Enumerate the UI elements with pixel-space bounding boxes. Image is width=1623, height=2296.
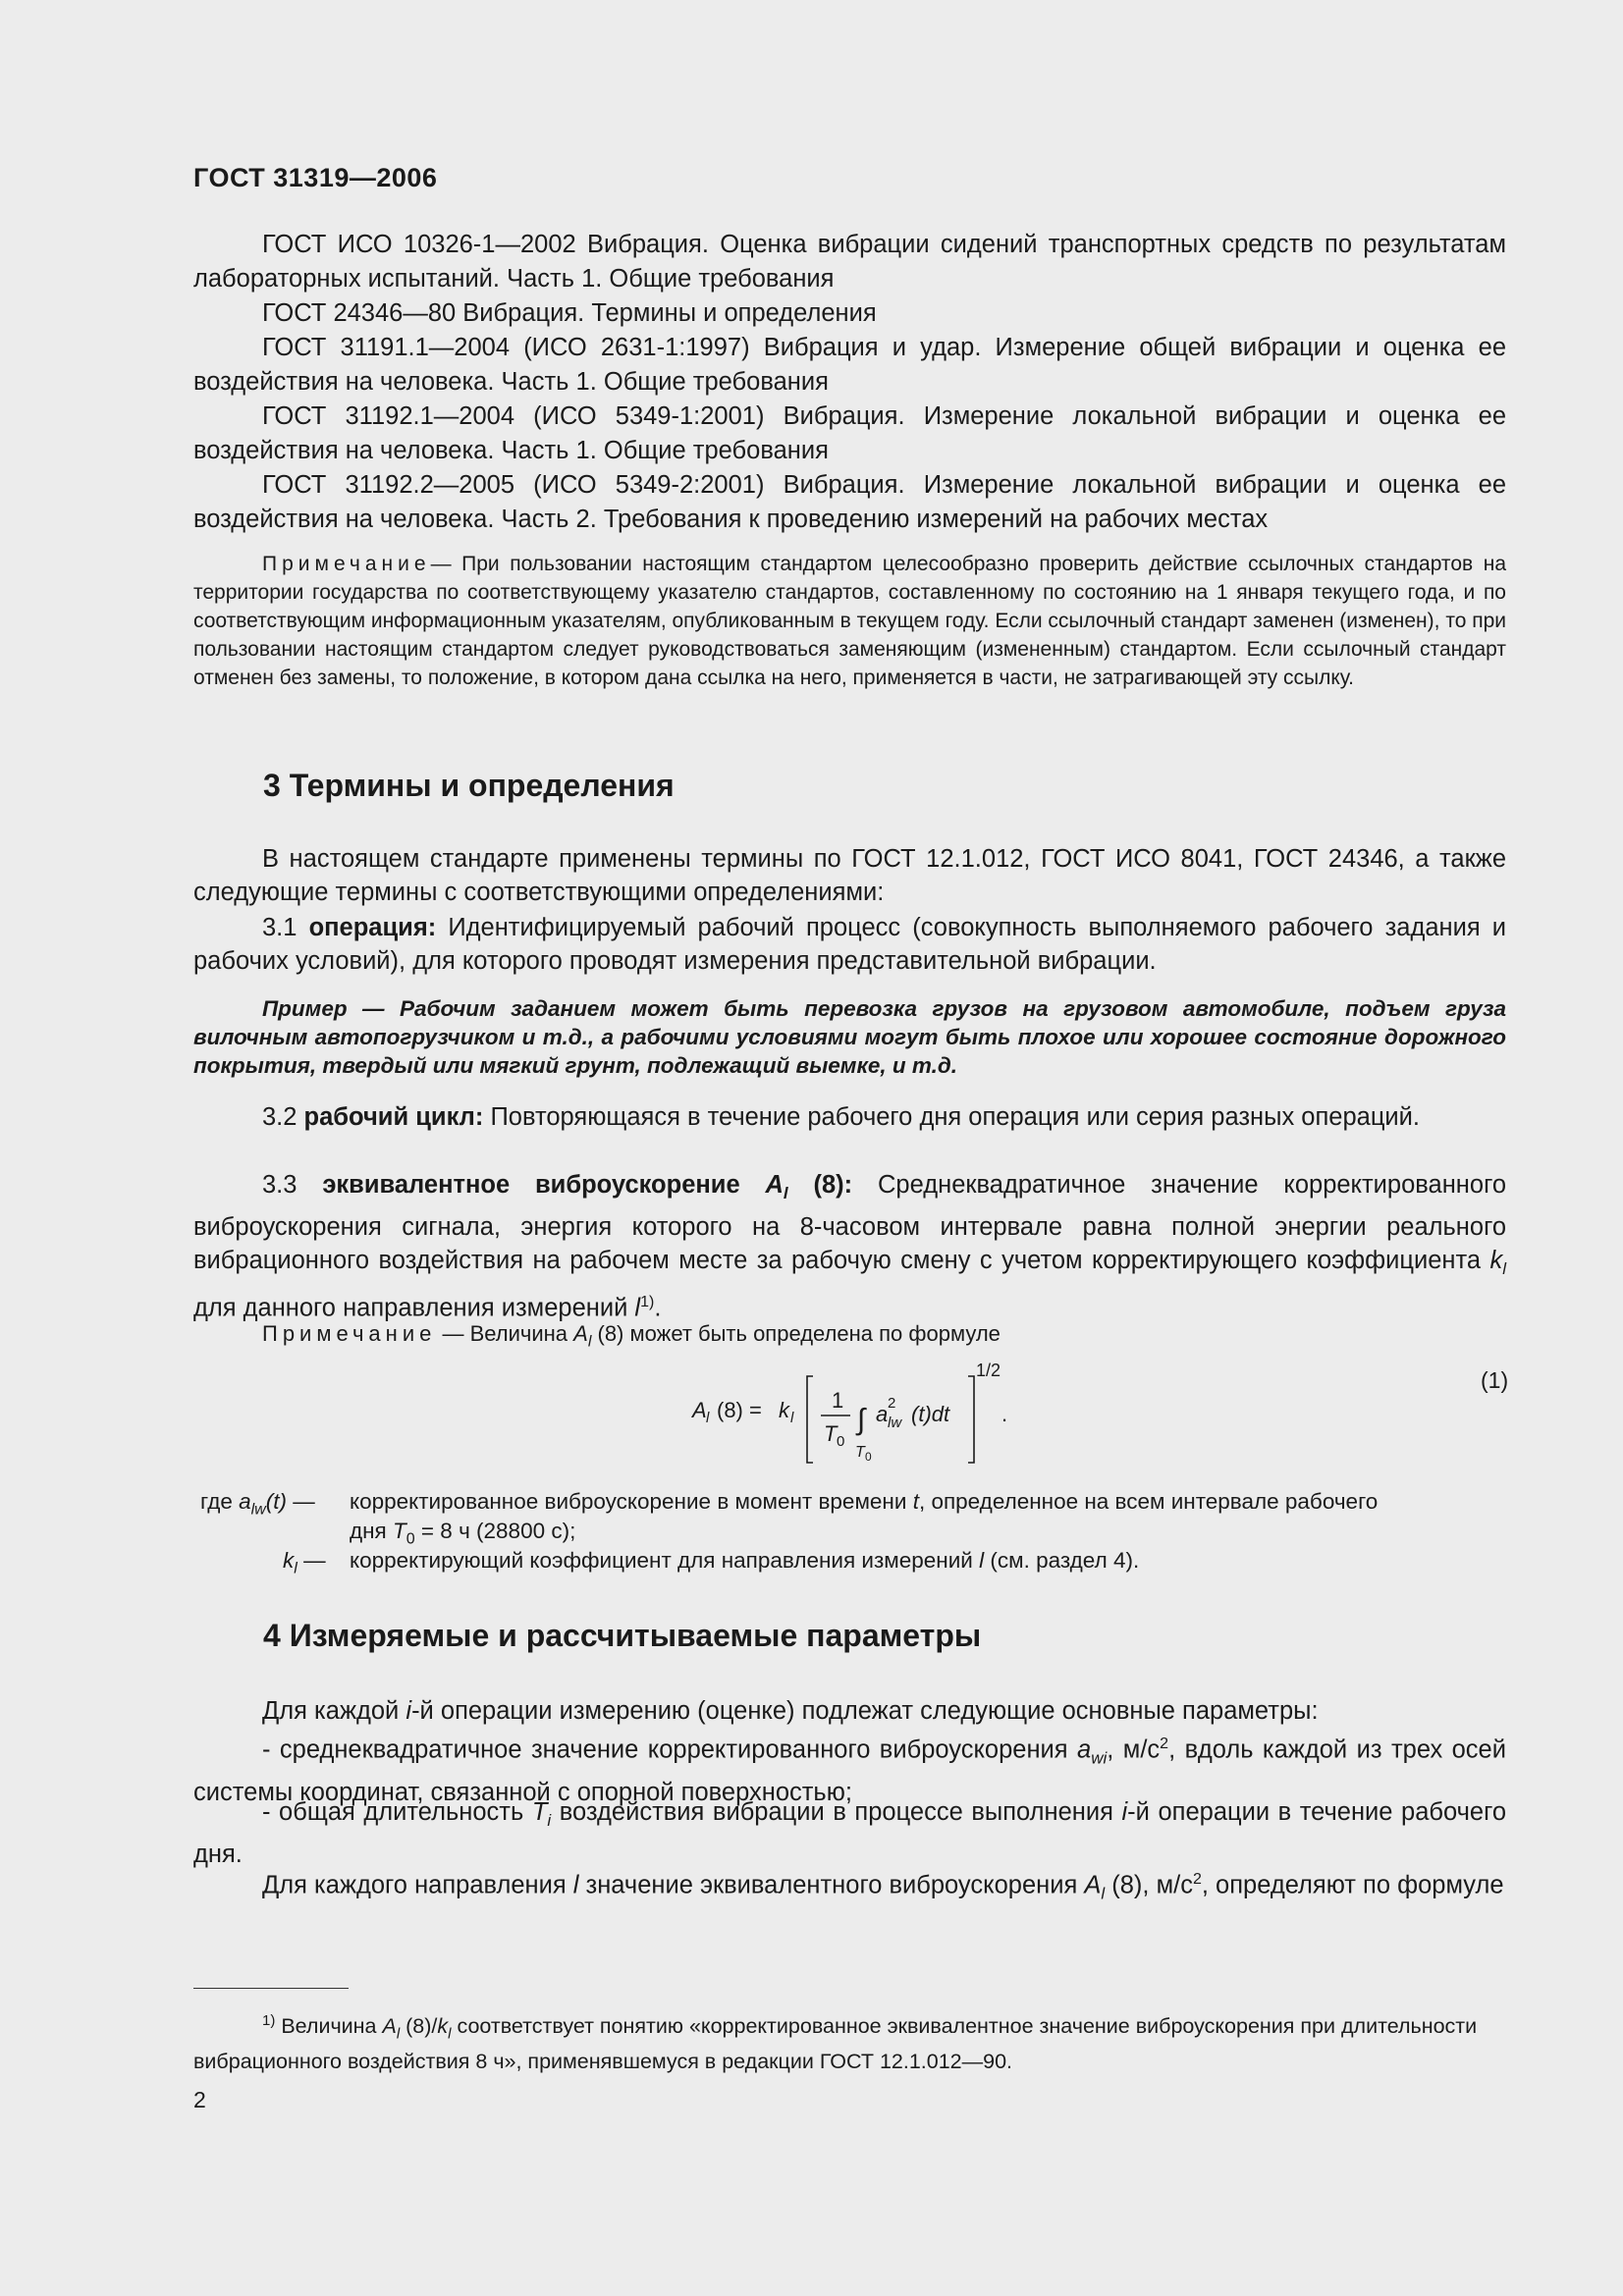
note-references: [193, 550, 1506, 692]
svg-text:A: A: [692, 1398, 707, 1422]
svg-text:T: T: [824, 1421, 838, 1446]
left-bracket: [807, 1376, 813, 1463]
term-3-2: 3.2 рабочий цикл: Повторяющаяся в течение рабочего дня операция или серия разных операций.: [262, 1103, 1421, 1131]
term-3-3: 3.3 эквивалентное виброускорение $A_l$ (8): Среднеквадратичное значение корректированного виброускорения сигнала, энергия которого на 8-часовом интервале равна полной энергии реального вибрационного воздействия на рабочем месте за рабочую смену с учетом корректирующего коэффициента $k_l$ для данного направления измерений $l^{1)}$.: [193, 1171, 1506, 1322]
reference-item: ГОСТ 31191.1—2004 (ИСО 2631-1:1997) Вибрация и удар. Измерение общей вибрации и оценка ее воздействия на человека. Часть 1. Общие требования: [193, 334, 1506, 396]
svg-text:0: 0: [837, 1433, 845, 1450]
svg-text:1: 1: [832, 1388, 844, 1413]
svg-text:k: k: [779, 1398, 789, 1422]
integral-sign: ∫: [857, 1404, 866, 1436]
section-4-para-1: Для каждой i-й операции измерению (оценке) подлежат следующие основные параметры:: [262, 1697, 1319, 1725]
term-definition: Повторяющаяся в течение рабочего дня операция или серия разных операций.: [483, 1103, 1421, 1131]
section-4-para-3: - общая длительность $T_i$ воздействия вибрации в процессе выполнения i-й операции в течение рабочего дня.: [193, 1798, 1507, 1869]
section-3-intro: В настоящем стандарте применены термины по ГОСТ 12.1.012, ГОСТ ИСО 8041, ГОСТ 24346, а также следующие термины с соответствующими определениями:: [193, 845, 1506, 906]
svg-text:T: T: [855, 1444, 865, 1461]
svg-text:l: l: [790, 1410, 794, 1426]
svg-text:a: a: [876, 1402, 889, 1426]
svg-text:1/2: 1/2: [976, 1362, 1001, 1380]
where-label: где $a_{lw}(t)$ —: [200, 1489, 315, 1519]
footnote-separator: [193, 1988, 349, 1989]
where-item-1: корректированное виброускорение в момент времени t, определенное на всем интервале рабочего дня $T_0 = 8$ ч (28800 с);: [350, 1489, 1379, 1548]
section-3-heading: 3 Термины и определения: [263, 768, 675, 803]
svg-text:.: .: [1001, 1402, 1008, 1426]
section-4-para-4: Для каждого направления l значение эквивалентного виброускорения $A_l$ (8), $м/с^2$, определяют по формуле: [262, 1871, 1504, 1903]
term-name: эквивалентное виброускорение $A_l$ (8):: [322, 1171, 853, 1203]
footnote: $^{1)}$ Величина $A_l$ $(8)/k_l$ соответствует понятию «корректированное эквивалентное значение виброускорения при длительности вибрационного воздействия 8 ч», применявшемуся в редакции ГОСТ 12.1.012—90.: [193, 2012, 1478, 2074]
where-label-2: $k_l$ —: [283, 1548, 326, 1577]
equation-number: (1): [1481, 1367, 1509, 1393]
term-name: операция:: [308, 914, 437, 941]
svg-text:lw: lw: [888, 1415, 902, 1431]
reference-item: ГОСТ ИСО 10326-1—2002 Вибрация. Оценка вибрации сидений транспортных средств по результатам лабораторных испытаний. Часть 1. Общие требования: [193, 231, 1506, 293]
right-bracket: [968, 1376, 974, 1463]
note-text: — При пользовании настоящим стандартом целесообразно проверить действие ссылочных стандартов на территории государства по соответствующему указателю стандартов, составленному по состоянию на 1 января текущего года, и по соответствующим информационным указателям, опубликованным в текущем году. Если ссылочный стандарт заменен (изменен), то при пользовании настоящим стандартом следует руководствоваться заменяющим (измененным) стандартом. Если ссылочный стандарт отменен без замены, то положение, в котором дана ссылка на него, применяется в части, не затрагивающей эту ссылку.: [193, 553, 1506, 689]
svg-text:2: 2: [888, 1395, 896, 1412]
term-name: рабочий цикл:: [303, 1103, 484, 1131]
note-label: Примечание: [262, 553, 431, 575]
term-definition: Идентифицируемый рабочий процесс (совокупность выполняемого рабочего задания и рабочих условий), для которого проводят измерения представительной вибрации.: [193, 914, 1506, 975]
normative-references: [193, 228, 1506, 537]
page-number: 2: [193, 2087, 206, 2112]
example-text: Пример — Рабочим заданием может быть перевозка грузов на грузовом автомобиле, подъем груза вилочным автопогрузчиком и т.д., а рабочими условиями могут быть плохое или хорошее состояние дорожного покрытия, твердый или мягкий грунт, подлежащий выемке, и т.д.: [193, 996, 1506, 1078]
formula-1: [687, 1362, 1041, 1470]
svg-text:(8) =: (8) =: [717, 1398, 762, 1422]
reference-item: ГОСТ 31192.2—2005 (ИСО 5349-2:2001) Вибрация. Измерение локальной вибрации и оценка ее воздействия на человека. Часть 2. Требования к проведению измерений на рабочих местах: [193, 471, 1506, 533]
where-item-2: корректирующий коэффициент для направления измерений l (см. раздел 4).: [350, 1548, 1140, 1573]
reference-item: ГОСТ 31192.1—2004 (ИСО 5349-1:2001) Вибрация. Измерение локальной вибрации и оценка ее воздействия на человека. Часть 1. Общие требования: [193, 402, 1506, 464]
document-header: ГОСТ 31319—2006: [193, 163, 438, 192]
section-4-heading: 4 Измеряемые и рассчитываемые параметры: [263, 1618, 982, 1653]
svg-text:l: l: [706, 1410, 710, 1426]
footnote-ref[interactable]: 1): [640, 1294, 655, 1311]
term-3-1: 3.1 операция: Идентифицируемый рабочий процесс (совокупность выполняемого рабочего задания и рабочих условий), для которого проводят измерения представительной вибрации.: [193, 914, 1506, 975]
note-formula: Примечание — Величина $A_l$ (8) может быть определена по формуле: [262, 1321, 1001, 1351]
svg-text:0: 0: [865, 1450, 872, 1464]
reference-item: ГОСТ 24346—80 Вибрация. Термины и определения: [262, 299, 877, 327]
svg-text:(t)dt: (t)dt: [911, 1402, 950, 1426]
section-4-para-2: - среднеквадратичное значение корректированного виброускорения $a_{wi}$, $м/с^2$, вдоль каждой из трех осей системы координат, связанной с опорной поверхностью;: [193, 1735, 1506, 1806]
